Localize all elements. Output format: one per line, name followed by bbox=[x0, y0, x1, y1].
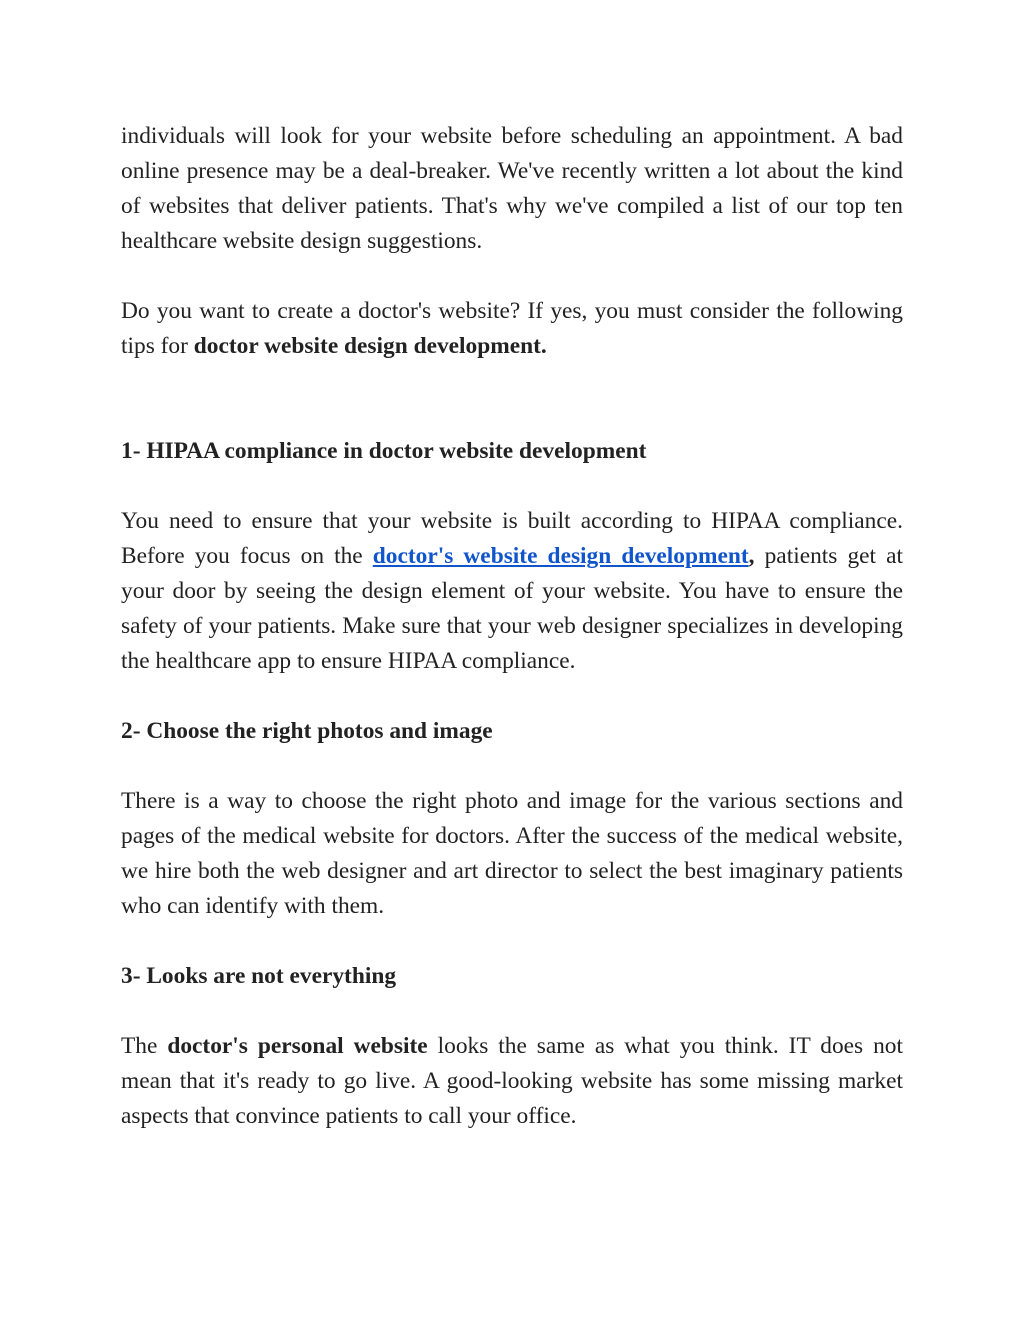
section-body-hipaa bbox=[121, 504, 903, 679]
spacer bbox=[121, 469, 903, 504]
doctors-personal-website-bold-text: doctor's personal website bbox=[167, 1033, 428, 1059]
section-body-looks bbox=[121, 1029, 903, 1134]
spacer bbox=[121, 749, 903, 784]
section-body-text: patients get at your door by seeing the design element of your website. You have to ensure the safety of your patients. Make sure that your web designer specializes in developing the healthcare app to ensure HIPAA compliance. bbox=[121, 543, 903, 674]
spacer bbox=[121, 259, 903, 294]
section-heading-hipaa: 1- HIPAA compliance in doctor website development bbox=[121, 438, 647, 464]
spacer bbox=[121, 994, 903, 1029]
tips-intro-bold-text: doctor website design development. bbox=[193, 333, 547, 359]
section-body-photos bbox=[121, 784, 903, 924]
spacer bbox=[121, 679, 903, 714]
tips-intro-text: Do you want to create a doctor's website? If yes, you must consider the following tips for bbox=[121, 298, 903, 359]
intro-paragraph-text: individuals will look for your website before scheduling an appointment. A bad online presence may be a deal-breaker. We've recently written a lot about the kind of websites that deliver patients. That's why we've compiled a list of our top ten healthcare website design suggestions. bbox=[121, 123, 903, 254]
section-body-text: The bbox=[121, 1033, 168, 1059]
spacer bbox=[121, 924, 903, 959]
section-heading-looks: 3- Looks are not everything bbox=[121, 963, 397, 989]
section-body-text: You need to ensure that your website is built according to HIPAA compliance. Before you focus on the bbox=[121, 508, 903, 569]
section-body-text: There is a way to choose the right photo and image for the various sections and pages of the medical website for doctors. After the success of the medical website, we hire both the web designer and art director to select the best imaginary patients who can identify with them. bbox=[121, 788, 903, 919]
spacer bbox=[121, 364, 903, 434]
intro-paragraph bbox=[121, 119, 903, 259]
tips-intro-paragraph bbox=[121, 294, 903, 364]
doctors-website-design-development-link[interactable]: doctor's website design development bbox=[372, 543, 749, 569]
document-page bbox=[121, 119, 903, 1134]
section-body-text: looks the same as what you think. IT does not mean that it's ready to go live. A good-looking website has some missing market aspects that convince patients to call your office. bbox=[121, 1033, 903, 1129]
section-heading-photos: 2- Choose the right photos and image bbox=[121, 718, 493, 744]
section-body-comma: , bbox=[748, 543, 755, 569]
